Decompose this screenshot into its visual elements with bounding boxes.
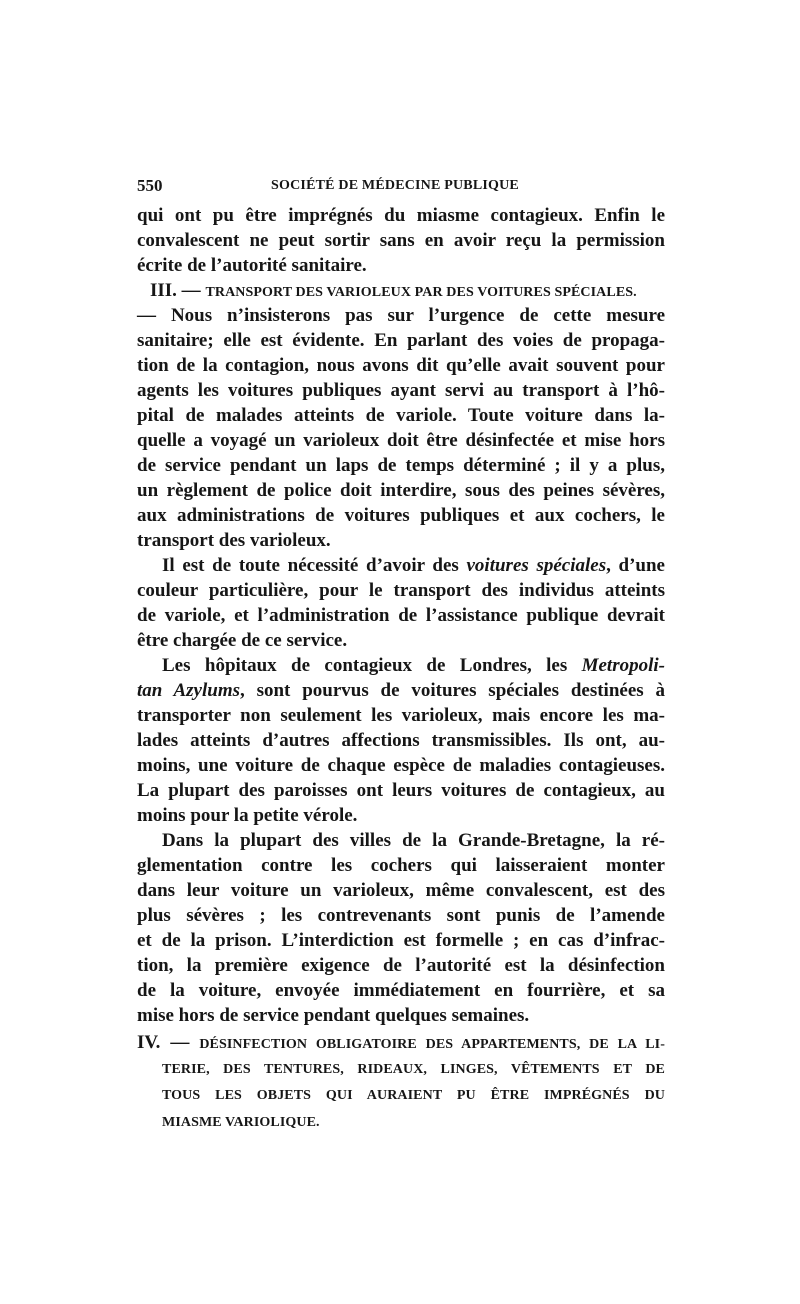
section-heading-iv xyxy=(137,1030,665,1136)
heading-line: MIASME VARIOLIQUE. xyxy=(162,1114,320,1130)
text-line: tion, la première exigence de l’autorité est la désinfection xyxy=(137,955,665,976)
text-segment: , d’une xyxy=(606,555,665,576)
heading-line xyxy=(137,1030,665,1057)
running-head xyxy=(137,175,665,197)
text-segment: , sont pourvus de voitures spéciales destinées à xyxy=(240,680,665,701)
paragraph xyxy=(137,303,665,553)
text-line: convalescent ne peut sortir sans en avoir reçu la permission xyxy=(137,230,665,251)
text-line: couleur particulière, pour le transport des individus atteints xyxy=(137,580,665,601)
text-line: aux administrations de voitures publiques et aux cochers, le xyxy=(137,505,665,526)
italic-text: tan Azylums xyxy=(137,680,240,701)
paragraph xyxy=(137,653,665,828)
text-line: moins, une voiture de chaque espèce de maladies contagieuses. xyxy=(137,755,665,776)
text-line: de la voiture, envoyée immédiatement en fourrière, et sa xyxy=(137,980,665,1001)
text-line: — Nous n’insisterons pas sur l’urgence de cette mesure xyxy=(137,305,665,326)
section-number: IV. — xyxy=(137,1032,190,1053)
section-title: TRANSPORT DES VARIOLEUX PAR DES VOITURES SPÉCIALES. xyxy=(205,285,637,300)
text-line xyxy=(137,678,665,703)
text-line: quelle a voyagé un varioleux doit être désinfectée et mise hors xyxy=(137,430,665,451)
text-line: de variole, et l’administration de l’assistance publique devrait xyxy=(137,605,665,626)
text-line: glementation contre les cochers qui laisseraient monter xyxy=(137,855,665,876)
text-line: écrite de l’autorité sanitaire. xyxy=(137,255,367,276)
heading-line: TOUS LES OBJETS QUI AURAIENT PU ÊTRE IMPRÉGNÉS DU xyxy=(162,1088,665,1103)
text-line: sanitaire; elle est évidente. En parlant des voies de propaga- xyxy=(137,330,665,351)
paragraph xyxy=(137,203,665,278)
body-text xyxy=(137,203,665,1136)
text-line: plus sévères ; les contrevenants sont punis de l’amende xyxy=(137,905,665,926)
text-line: agents les voitures publiques ayant servi au transport à l’hô- xyxy=(137,380,665,401)
text-line: tion de la contagion, nous avons dit qu’elle avait souvent pour xyxy=(137,355,665,376)
text-line: transport des varioleux. xyxy=(137,530,331,551)
heading-line: TERIE, DES TENTURES, RIDEAUX, LINGES, VÊTEMENTS ET DE xyxy=(162,1061,665,1077)
text-line: moins pour la petite vérole. xyxy=(137,805,358,826)
text-line: de service pendant un laps de temps déterminé ; il y a plus, xyxy=(137,455,665,476)
text-line: et de la prison. L’interdiction est formelle ; en cas d’infrac- xyxy=(137,930,665,951)
text-line: pital de malades atteints de variole. Toute voiture dans la- xyxy=(137,405,665,426)
text-line: transporter non seulement les varioleux, mais encore les ma- xyxy=(137,705,665,726)
section-title: DÉSINFECTION OBLIGATOIRE DES APPARTEMENTS, DE LA LI- xyxy=(199,1037,665,1052)
text-segment: Les hôpitaux de contagieux de Londres, les xyxy=(162,655,582,676)
text-line xyxy=(137,653,665,678)
running-title: SOCIÉTÉ DE MÉDECINE PUBLIQUE xyxy=(271,178,519,193)
text-line: Dans la plupart des villes de la Grande-Bretagne, la ré- xyxy=(162,830,665,851)
text-line: mise hors de service pendant quelques semaines. xyxy=(137,1005,530,1026)
paragraph xyxy=(137,828,665,1028)
text-line: qui ont pu être imprégnés du miasme contagieux. Enfin le xyxy=(137,205,665,226)
text-line: La plupart des paroisses ont leurs voitures de contagieux, au xyxy=(137,780,665,801)
text-line: un règlement de police doit interdire, sous des peines sévères, xyxy=(137,480,665,501)
section-number: III. — xyxy=(150,280,201,301)
text-line: lades atteints d’autres affections transmissibles. Ils ont, au- xyxy=(137,730,665,751)
text-line: dans leur voiture un varioleux, même convalescent, est des xyxy=(137,880,665,901)
text-segment: Il est de toute nécessité d’avoir des xyxy=(162,555,467,576)
italic-text: Metropoli- xyxy=(581,655,665,676)
section-heading-iii xyxy=(137,278,665,303)
text-line xyxy=(137,553,665,578)
italic-text: voitures spéciales xyxy=(466,555,607,576)
text-line: être chargée de ce service. xyxy=(137,630,348,651)
paragraph xyxy=(137,553,665,653)
page-number: 550 xyxy=(137,176,163,195)
